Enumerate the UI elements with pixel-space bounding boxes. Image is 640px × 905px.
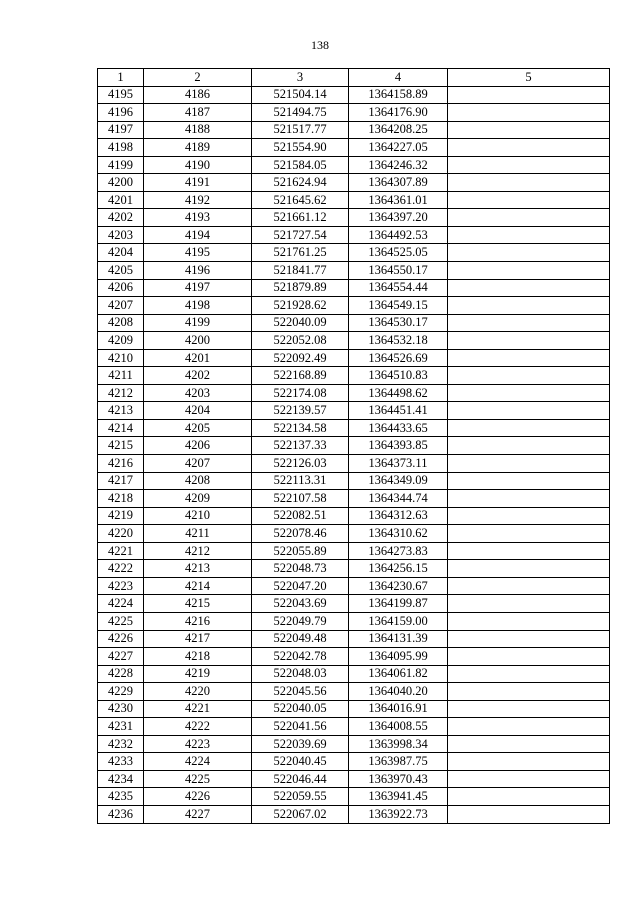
table-cell: 1363998.34 — [349, 735, 448, 753]
table-row — [98, 402, 610, 420]
table-row — [98, 525, 610, 543]
table-cell: 4216 — [144, 612, 252, 630]
table-cell — [448, 683, 610, 701]
table-cell — [448, 174, 610, 192]
table-cell: 4190 — [144, 156, 252, 174]
table-row — [98, 700, 610, 718]
table-cell: 1364256.15 — [349, 560, 448, 578]
table-cell: 1364230.67 — [349, 577, 448, 595]
table-cell: 1364498.62 — [349, 384, 448, 402]
table-cell: 4225 — [144, 770, 252, 788]
table-row — [98, 507, 610, 525]
table-cell: 1363970.43 — [349, 770, 448, 788]
table-row — [98, 174, 610, 192]
table-cell: 522113.31 — [252, 472, 349, 490]
table-cell: 4206 — [144, 437, 252, 455]
table-row — [98, 279, 610, 297]
table-cell: 1363941.45 — [349, 788, 448, 806]
table-cell: 1364554.44 — [349, 279, 448, 297]
table-cell: 4227 — [144, 805, 252, 823]
table-cell: 4199 — [98, 156, 144, 174]
table-cell: 4195 — [98, 86, 144, 104]
table-row — [98, 314, 610, 332]
table-cell: 1364307.89 — [349, 174, 448, 192]
table-cell: 1363987.75 — [349, 753, 448, 771]
table-cell — [448, 226, 610, 244]
table-cell — [448, 472, 610, 490]
table-cell: 522107.58 — [252, 490, 349, 508]
table-cell: 1364525.05 — [349, 244, 448, 262]
table-cell: 522059.55 — [252, 788, 349, 806]
table-row — [98, 332, 610, 350]
table-cell: 4199 — [144, 314, 252, 332]
table-row — [98, 753, 610, 771]
table-cell: 4194 — [144, 226, 252, 244]
table-cell: 4226 — [98, 630, 144, 648]
table-cell: 1364373.11 — [349, 455, 448, 473]
table-cell: 1364349.09 — [349, 472, 448, 490]
table-cell: 4227 — [98, 648, 144, 666]
table-cell: 4214 — [98, 419, 144, 437]
table-cell: 521584.05 — [252, 156, 349, 174]
table-cell: 4196 — [144, 262, 252, 280]
table-cell: 4226 — [144, 788, 252, 806]
table-cell: 522134.58 — [252, 419, 349, 437]
table-row — [98, 209, 610, 227]
table-cell: 4211 — [98, 367, 144, 385]
table-row — [98, 648, 610, 666]
table-cell: 522139.57 — [252, 402, 349, 420]
table-cell — [448, 595, 610, 613]
table-cell: 521841.77 — [252, 262, 349, 280]
table-row — [98, 367, 610, 385]
table-cell — [448, 209, 610, 227]
table-row — [98, 577, 610, 595]
table-row — [98, 384, 610, 402]
table-cell: 1364549.15 — [349, 297, 448, 315]
table-cell — [448, 770, 610, 788]
table-cell: 4205 — [144, 419, 252, 437]
table-cell: 1364199.87 — [349, 595, 448, 613]
table-cell: 4210 — [98, 349, 144, 367]
table-cell: 522048.73 — [252, 560, 349, 578]
table-cell — [448, 104, 610, 122]
table-row — [98, 349, 610, 367]
table-row — [98, 665, 610, 683]
table-cell: 522043.69 — [252, 595, 349, 613]
table-cell — [448, 718, 610, 736]
table-cell: 4230 — [98, 700, 144, 718]
table-cell: 4218 — [144, 648, 252, 666]
table-cell: 1364532.18 — [349, 332, 448, 350]
table-row — [98, 244, 610, 262]
table-cell — [448, 577, 610, 595]
table-cell — [448, 490, 610, 508]
table-cell — [448, 86, 610, 104]
table-cell: 4195 — [144, 244, 252, 262]
table-cell: 522047.20 — [252, 577, 349, 595]
table-cell — [448, 753, 610, 771]
table-cell: 1364492.53 — [349, 226, 448, 244]
table-row — [98, 630, 610, 648]
table-row — [98, 805, 610, 823]
table-cell: 4201 — [98, 191, 144, 209]
table-cell: 4225 — [98, 612, 144, 630]
table-cell: 4198 — [98, 139, 144, 157]
table-cell: 4191 — [144, 174, 252, 192]
table-cell: 521504.14 — [252, 86, 349, 104]
table-row — [98, 472, 610, 490]
table-cell: 1364393.85 — [349, 437, 448, 455]
table-cell — [448, 402, 610, 420]
table-cell — [448, 349, 610, 367]
table-cell: 1364131.39 — [349, 630, 448, 648]
column-header: 2 — [144, 69, 252, 87]
table-cell: 1364550.17 — [349, 262, 448, 280]
table-row — [98, 191, 610, 209]
table-cell: 521727.54 — [252, 226, 349, 244]
table-row — [98, 297, 610, 315]
table-row — [98, 542, 610, 560]
table-cell: 1364361.01 — [349, 191, 448, 209]
table-cell: 521624.94 — [252, 174, 349, 192]
table-cell: 4220 — [144, 683, 252, 701]
table-cell: 521554.90 — [252, 139, 349, 157]
coordinates-table — [97, 68, 610, 824]
table-cell: 522174.08 — [252, 384, 349, 402]
table-cell: 4219 — [98, 507, 144, 525]
table-row — [98, 560, 610, 578]
column-header: 1 — [98, 69, 144, 87]
table-cell: 1364344.74 — [349, 490, 448, 508]
table-cell: 4208 — [98, 314, 144, 332]
table-cell: 4210 — [144, 507, 252, 525]
table-cell: 4217 — [98, 472, 144, 490]
table-cell: 4200 — [98, 174, 144, 192]
table-cell — [448, 665, 610, 683]
table-cell: 4186 — [144, 86, 252, 104]
table-cell: 522041.56 — [252, 718, 349, 736]
table-cell — [448, 437, 610, 455]
column-header: 4 — [349, 69, 448, 87]
table-cell: 522055.89 — [252, 542, 349, 560]
table-cell: 4209 — [144, 490, 252, 508]
table-row — [98, 437, 610, 455]
table-row — [98, 490, 610, 508]
table-cell — [448, 542, 610, 560]
table-cell: 4222 — [144, 718, 252, 736]
table-cell: 4197 — [98, 121, 144, 139]
table-cell: 522137.33 — [252, 437, 349, 455]
table-cell: 522045.56 — [252, 683, 349, 701]
table-cell — [448, 507, 610, 525]
table-cell: 4232 — [98, 735, 144, 753]
page-number: 138 — [311, 38, 329, 52]
table-row — [98, 612, 610, 630]
table-cell: 4231 — [98, 718, 144, 736]
table-cell: 4198 — [144, 297, 252, 315]
table-cell: 1364312.63 — [349, 507, 448, 525]
table-header-row — [98, 69, 610, 87]
table-cell: 4206 — [98, 279, 144, 297]
table-cell — [448, 805, 610, 823]
table-cell — [448, 455, 610, 473]
table-cell: 4221 — [98, 542, 144, 560]
table-cell: 522042.78 — [252, 648, 349, 666]
table-cell: 1364158.89 — [349, 86, 448, 104]
table-row — [98, 455, 610, 473]
table-cell: 4207 — [144, 455, 252, 473]
table-cell — [448, 788, 610, 806]
table-cell — [448, 525, 610, 543]
table-cell: 4203 — [144, 384, 252, 402]
table-cell — [448, 262, 610, 280]
table-cell: 4200 — [144, 332, 252, 350]
table-cell: 1364530.17 — [349, 314, 448, 332]
table-cell — [448, 630, 610, 648]
table-cell: 1364510.83 — [349, 367, 448, 385]
table-row — [98, 419, 610, 437]
table-cell: 522040.05 — [252, 700, 349, 718]
table-cell: 4223 — [98, 577, 144, 595]
table-cell: 522039.69 — [252, 735, 349, 753]
table-cell: 522049.48 — [252, 630, 349, 648]
table-cell: 4235 — [98, 788, 144, 806]
table-cell: 4220 — [98, 525, 144, 543]
table-cell: 4193 — [144, 209, 252, 227]
table-cell: 4213 — [144, 560, 252, 578]
table-cell: 1364061.82 — [349, 665, 448, 683]
table-cell: 4222 — [98, 560, 144, 578]
table-cell: 521879.89 — [252, 279, 349, 297]
table-cell — [448, 560, 610, 578]
table-row — [98, 718, 610, 736]
table-cell: 521494.75 — [252, 104, 349, 122]
table-row — [98, 121, 610, 139]
table-cell: 4218 — [98, 490, 144, 508]
table-cell: 1364095.99 — [349, 648, 448, 666]
table-cell: 1364176.90 — [349, 104, 448, 122]
table-cell: 4236 — [98, 805, 144, 823]
table-cell: 1364040.20 — [349, 683, 448, 701]
table-cell: 522092.49 — [252, 349, 349, 367]
table-cell: 1364526.69 — [349, 349, 448, 367]
table-cell: 4187 — [144, 104, 252, 122]
table-cell: 4221 — [144, 700, 252, 718]
table-cell: 521761.25 — [252, 244, 349, 262]
table-cell: 4201 — [144, 349, 252, 367]
table-cell: 521645.62 — [252, 191, 349, 209]
table-cell: 4212 — [98, 384, 144, 402]
table-cell: 4212 — [144, 542, 252, 560]
table-cell — [448, 612, 610, 630]
table-cell: 1364227.05 — [349, 139, 448, 157]
table-cell: 4215 — [144, 595, 252, 613]
table-cell: 4209 — [98, 332, 144, 350]
table-cell — [448, 735, 610, 753]
table-cell: 1364008.55 — [349, 718, 448, 736]
table-row — [98, 104, 610, 122]
table-cell: 4207 — [98, 297, 144, 315]
table-cell — [448, 419, 610, 437]
table-cell: 4205 — [98, 262, 144, 280]
table-row — [98, 262, 610, 280]
table-cell: 4188 — [144, 121, 252, 139]
table-cell: 522046.44 — [252, 770, 349, 788]
table-cell: 1363922.73 — [349, 805, 448, 823]
table-cell: 521661.12 — [252, 209, 349, 227]
table-cell: 4208 — [144, 472, 252, 490]
table-cell: 4192 — [144, 191, 252, 209]
table-cell: 522052.08 — [252, 332, 349, 350]
table-cell — [448, 191, 610, 209]
table-cell — [448, 332, 610, 350]
table-row — [98, 139, 610, 157]
table-cell: 4224 — [144, 753, 252, 771]
table-cell: 4196 — [98, 104, 144, 122]
table-cell: 1364451.41 — [349, 402, 448, 420]
table-cell: 1364310.62 — [349, 525, 448, 543]
table-cell — [448, 367, 610, 385]
table-cell: 4216 — [98, 455, 144, 473]
table-row — [98, 86, 610, 104]
table-cell: 4234 — [98, 770, 144, 788]
table-cell: 4202 — [98, 209, 144, 227]
table-cell: 521517.77 — [252, 121, 349, 139]
table-cell: 4219 — [144, 665, 252, 683]
table-cell — [448, 139, 610, 157]
table-cell: 4215 — [98, 437, 144, 455]
table-row — [98, 226, 610, 244]
table-cell: 4217 — [144, 630, 252, 648]
table-cell: 4229 — [98, 683, 144, 701]
table-row — [98, 595, 610, 613]
table-cell: 522126.03 — [252, 455, 349, 473]
table-cell — [448, 121, 610, 139]
table-cell: 1364208.25 — [349, 121, 448, 139]
table-cell: 4189 — [144, 139, 252, 157]
table-body — [98, 86, 610, 823]
table-cell: 4214 — [144, 577, 252, 595]
table-row — [98, 683, 610, 701]
table-cell — [448, 156, 610, 174]
table-cell: 4211 — [144, 525, 252, 543]
table-cell: 4197 — [144, 279, 252, 297]
table-cell: 1364159.00 — [349, 612, 448, 630]
table-row — [98, 788, 610, 806]
table-cell: 4204 — [144, 402, 252, 420]
table-cell: 522040.09 — [252, 314, 349, 332]
table-cell: 4233 — [98, 753, 144, 771]
table-cell: 1364397.20 — [349, 209, 448, 227]
table-cell: 522048.03 — [252, 665, 349, 683]
table-cell: 522067.02 — [252, 805, 349, 823]
table-cell: 522078.46 — [252, 525, 349, 543]
table-cell: 1364016.91 — [349, 700, 448, 718]
table-cell: 1364433.65 — [349, 419, 448, 437]
table-cell: 4204 — [98, 244, 144, 262]
table-row — [98, 770, 610, 788]
table-cell — [448, 314, 610, 332]
column-header: 3 — [252, 69, 349, 87]
table-cell: 522040.45 — [252, 753, 349, 771]
table-cell: 522049.79 — [252, 612, 349, 630]
table-row — [98, 735, 610, 753]
table-cell: 4224 — [98, 595, 144, 613]
table-cell: 1364273.83 — [349, 542, 448, 560]
column-header: 5 — [448, 69, 610, 87]
table-cell — [448, 297, 610, 315]
table-cell — [448, 700, 610, 718]
table-cell: 522082.51 — [252, 507, 349, 525]
table-cell — [448, 384, 610, 402]
table-cell — [448, 648, 610, 666]
table-cell: 4213 — [98, 402, 144, 420]
table-cell: 4203 — [98, 226, 144, 244]
table-cell: 4223 — [144, 735, 252, 753]
table-cell: 1364246.32 — [349, 156, 448, 174]
table-cell: 4228 — [98, 665, 144, 683]
table-cell: 521928.62 — [252, 297, 349, 315]
table-cell — [448, 244, 610, 262]
table-row — [98, 156, 610, 174]
table-cell — [448, 279, 610, 297]
table-cell: 4202 — [144, 367, 252, 385]
table-cell: 522168.89 — [252, 367, 349, 385]
